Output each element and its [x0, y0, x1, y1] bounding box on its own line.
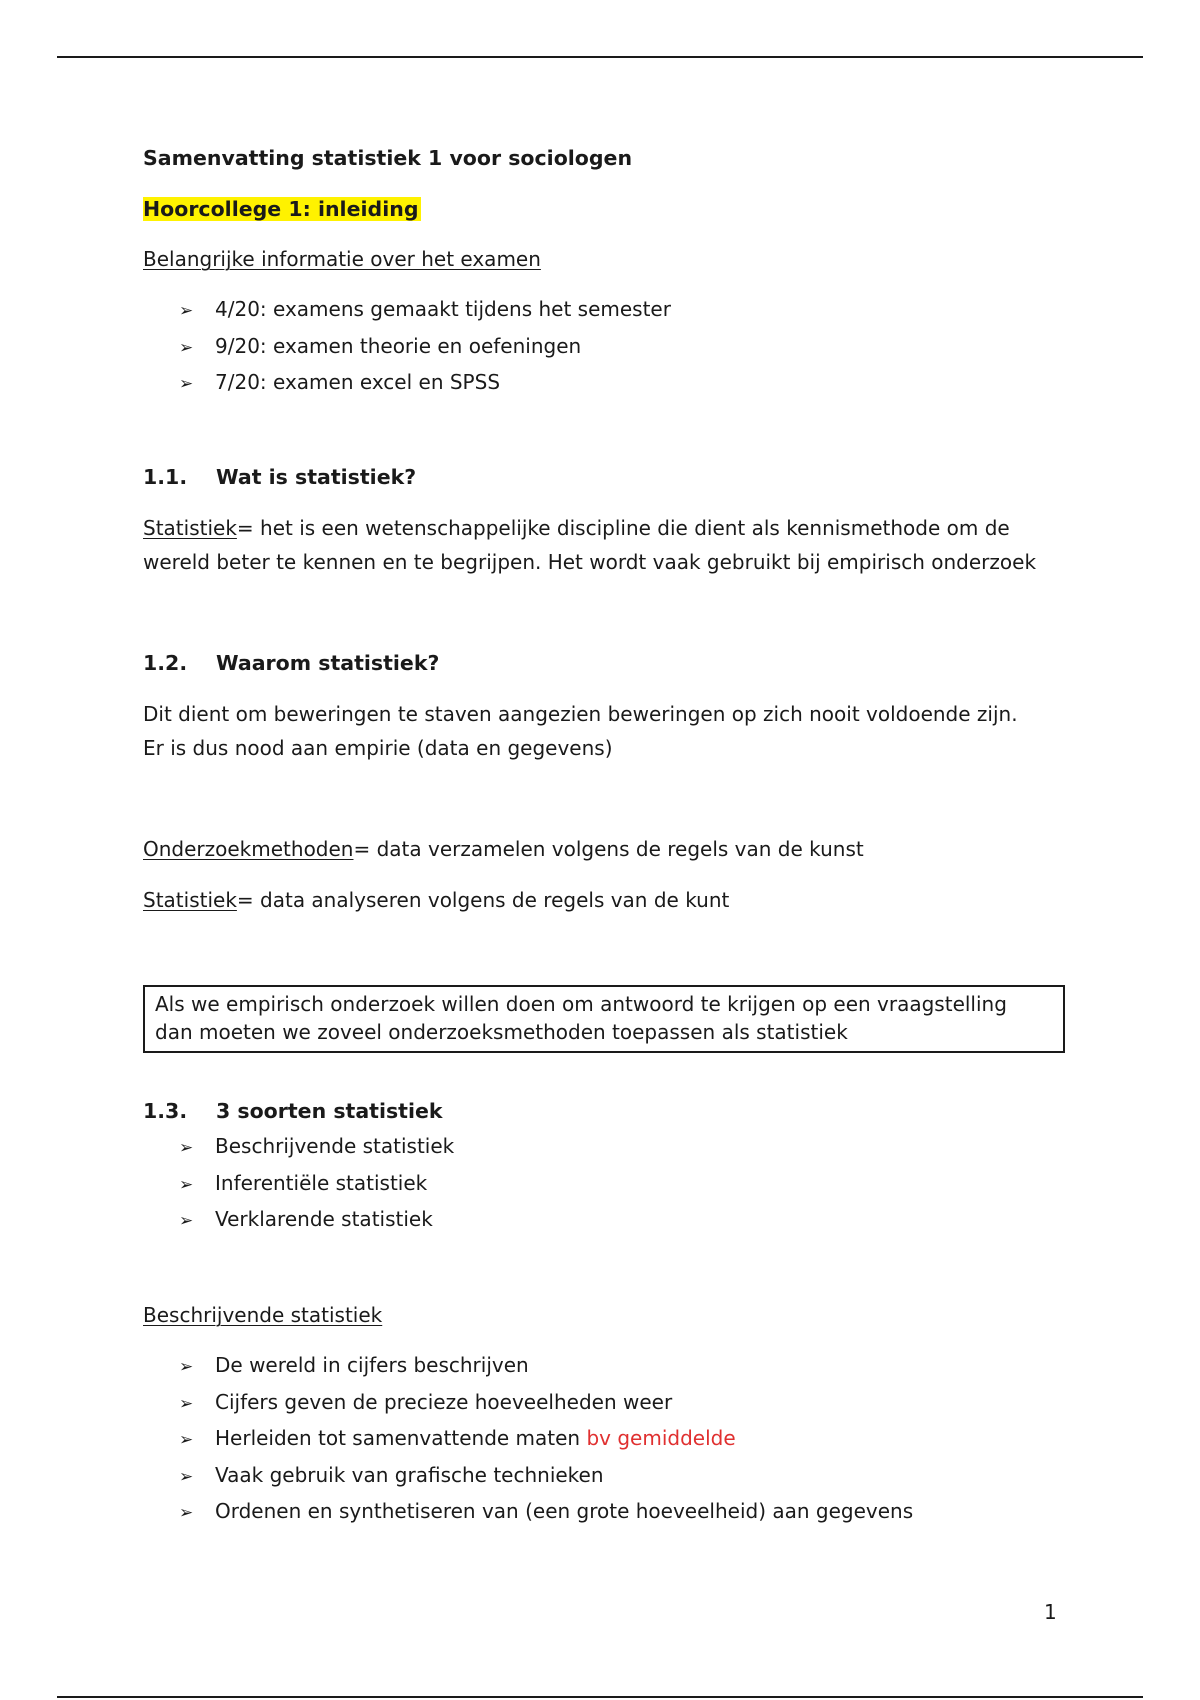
descriptive-heading: Beschrijvende statistiek	[143, 1303, 383, 1327]
section-number: 1.1.	[143, 465, 188, 489]
list-item: ➢ 4/20: examens gemaakt tijdens het semester	[179, 292, 671, 329]
list-item: ➢ Herleiden tot samenvattende maten bv gemiddelde	[179, 1421, 913, 1458]
callout-line2: dan moeten we zoveel onderzoeksmethoden toepassen als statistiek	[155, 1020, 848, 1044]
section-title: Wat is statistiek?	[216, 465, 417, 489]
methods-definition: Onderzoekmethoden= data verzamelen volgens de regels van de kunst	[143, 837, 864, 861]
page-number: 1	[1044, 1600, 1057, 1624]
section-1-2-heading	[143, 648, 439, 678]
stats-definition: Statistiek= data analyseren volgens de regels van de kunt	[143, 888, 730, 912]
list-item: ➢ Inferentiële statistiek	[179, 1166, 454, 1203]
section-title: 3 soorten statistiek	[216, 1099, 443, 1123]
arrow-bullet-icon: ➢	[179, 1211, 194, 1231]
descriptive-list	[179, 1348, 913, 1531]
statistics-types-list	[179, 1129, 454, 1239]
exam-info-heading: Belangrijke informatie over het examen	[143, 247, 541, 271]
term-statistiek: Statistiek	[143, 888, 237, 912]
arrow-bullet-icon: ➢	[179, 337, 194, 358]
header-rule	[57, 56, 1143, 58]
list-item: ➢ Ordenen en synthetiseren van (een grote hoeveelheid) aan gegevens	[179, 1494, 913, 1531]
arrow-bullet-icon: ➢	[179, 1503, 194, 1523]
arrow-bullet-icon: ➢	[179, 1466, 194, 1487]
term-onderzoekmethoden: Onderzoekmethoden	[143, 837, 354, 861]
lecture-heading	[143, 195, 421, 223]
list-item: ➢ Cijfers geven de precieze hoeveelheden weer	[179, 1385, 913, 1422]
why-statistics-line1: Dit dient om beweringen te staven aangezien beweringen op zich nooit voldoende zijn.	[143, 702, 1018, 726]
list-item: ➢ Verklarende statistiek	[179, 1202, 454, 1239]
statistics-definition-line2: wereld beter te kennen en te begrijpen. Het wordt vaak gebruikt bij empirisch onderzoek	[143, 550, 1037, 574]
list-item: ➢ 7/20: examen excel en SPSS	[179, 365, 671, 402]
list-item: ➢ 9/20: examen theorie en oefeningen	[179, 329, 671, 366]
statistics-definition-line1: Statistiek= het is een wetenschappelijke discipline die dient als kennismethode om de	[143, 516, 1010, 540]
lecture-heading-text: Hoorcollege 1: inleiding	[143, 197, 419, 221]
section-1-3-heading	[143, 1096, 443, 1126]
why-statistics-line2: Er is dus nood aan empirie (data en gegevens)	[143, 736, 613, 760]
list-item: ➢ Vaak gebruik van grafische technieken	[179, 1458, 913, 1495]
callout-box	[143, 985, 1065, 1053]
footer-rule	[57, 1696, 1143, 1698]
document-title: Samenvatting statistiek 1 voor sociologen	[143, 146, 633, 170]
exam-info-list	[179, 292, 671, 402]
arrow-bullet-icon: ➢	[179, 1357, 194, 1377]
term-statistiek: Statistiek	[143, 516, 237, 540]
section-title: Waarom statistiek?	[216, 651, 440, 675]
arrow-bullet-icon: ➢	[179, 1393, 194, 1414]
example-note: bv gemiddelde	[586, 1426, 736, 1450]
arrow-bullet-icon: ➢	[179, 301, 194, 321]
section-number: 1.2.	[143, 651, 188, 675]
arrow-bullet-icon: ➢	[179, 1138, 194, 1158]
section-1-1-heading	[143, 462, 416, 492]
callout-line1: Als we empirisch onderzoek willen doen om antwoord te krijgen op een vraagstelling	[155, 992, 1007, 1016]
list-item: ➢ Beschrijvende statistiek	[179, 1129, 454, 1166]
arrow-bullet-icon: ➢	[179, 1174, 194, 1195]
list-item: ➢ De wereld in cijfers beschrijven	[179, 1348, 913, 1385]
arrow-bullet-icon: ➢	[179, 1430, 194, 1450]
section-number: 1.3.	[143, 1099, 188, 1123]
arrow-bullet-icon: ➢	[179, 374, 194, 394]
